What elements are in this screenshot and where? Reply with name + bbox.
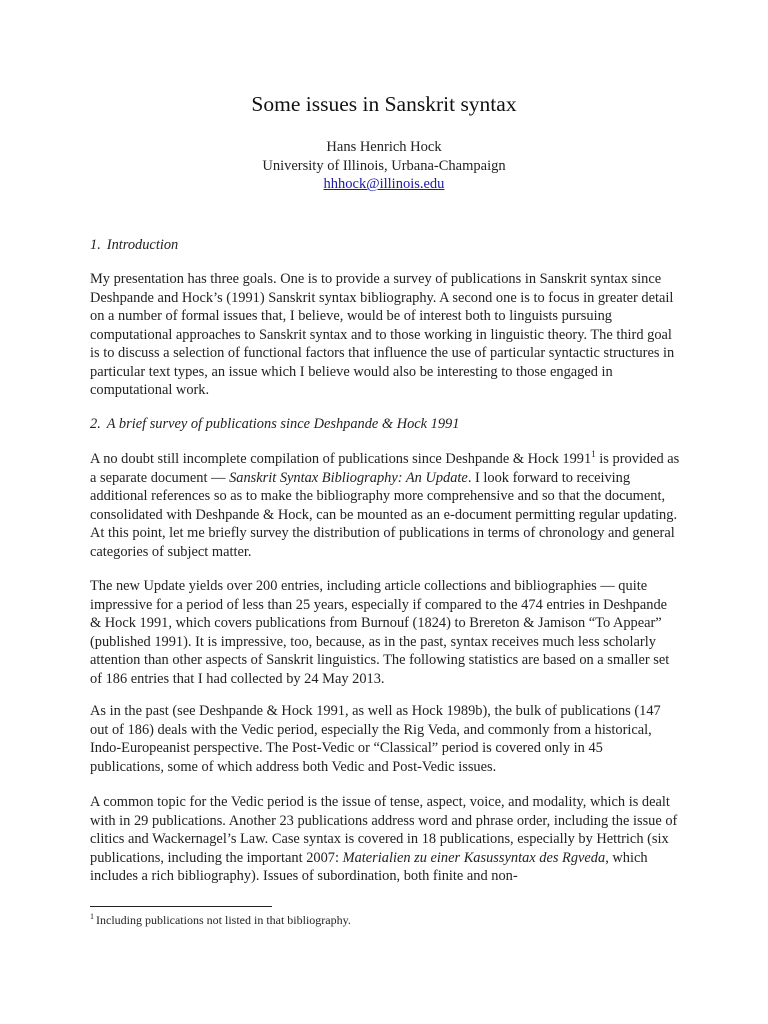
author-email-link[interactable]: hhhock@illinois.edu xyxy=(323,176,445,192)
text-span: A no doubt still incomplete compilation of publications since Deshpande & Hock 1991 xyxy=(90,451,592,467)
section-title: A brief survey of publications since Deshpande & Hock 1991 xyxy=(106,416,460,432)
paragraph-text: My presentation has three goals. One is to provide a survey of publications in Sanskrit syntax since Deshpande and Hock’s (1991) Sanskrit syntax bibliography. A second one is to focus in greater detail on a number of formal issues that, I believe, would be of interest both to linguists pursuing computational approaches to Sanskrit syntax and to those working in linguistic theory. The third goal is to discuss a selection of functional factors that influence the use of particular syntactic structures in particular text types, an issue which I believe would also be interesting to those engaged in computational work. xyxy=(90,271,675,398)
intro-paragraph xyxy=(90,270,680,400)
survey-paragraph-3 xyxy=(90,702,680,776)
survey-paragraph-2 xyxy=(90,577,680,688)
paragraph-text: As in the past (see Deshpande & Hock 1991, as well as Hock 1989b), the bulk of publications (147 out of 186) deals with the Vedic period, especially the Rig Veda, and commonly from a historical, Indo-Europeanist perspective. The Post-Vedic or “Classical” period is covered only in 45 publications, some of which address both Vedic and Post-Vedic issues. xyxy=(90,703,661,775)
footnote-divider xyxy=(90,906,272,907)
paragraph-text xyxy=(90,793,680,886)
survey-paragraph-4 xyxy=(90,793,680,886)
survey-paragraph-1 xyxy=(90,450,680,561)
paragraph-text: The new Update yields over 200 entries, including article collections and bibliographies — quite impressive for a period of less than 25 years, especially if compared to the 474 entries in Deshpande & Hock 1991, which covers publications from Burnouf (1824) to Brereton & Jamison “To Appear” (published 1991). It is impressive, too, because, as in the past, syntax receives much less scholarly attention than other aspects of Sanskrit linguistics. The following statistics are based on a smaller set of 186 entries that I had collected by 24 May 2013. xyxy=(90,578,670,687)
paper-title: Some issues in Sanskrit syntax xyxy=(251,92,517,116)
author-name: Hans Henrich Hock xyxy=(326,139,442,155)
text-span: is provided as a separate document — xyxy=(90,451,680,486)
author-block xyxy=(0,138,768,194)
footnote-reference[interactable]: 1 xyxy=(591,449,596,459)
footnote-mark: 1 xyxy=(90,912,94,921)
text-span: , which includes a rich bibliography). Issues of subordination, both finite and non- xyxy=(90,849,648,884)
section-heading-introduction xyxy=(90,236,178,254)
footnote xyxy=(90,912,680,928)
section-number: 2. xyxy=(90,416,101,432)
author-affiliation: University of Illinois, Urbana-Champaign xyxy=(262,157,506,174)
book-title-italic: Materialien zu einer Kasussyntax des Rgveda xyxy=(342,849,606,866)
footnote-text: Including publications not listed in that bibliography. xyxy=(96,913,351,927)
section-heading-survey xyxy=(90,415,459,433)
section-number: 1. xyxy=(90,237,101,253)
text-span: . I look forward to receiving additional references so as to make the bibliography more comprehensive and so that the document, consolidated with Deshpande & Hock, can be mounted as an e-document permitting regular updating. At this point, let me briefly survey the distribution of publications in terms of chronology and general categories of subject matter. xyxy=(90,469,678,560)
document-title-italic: Sanskrit Syntax Bibliography: An Update xyxy=(229,469,468,486)
section-title: Introduction xyxy=(106,237,179,253)
text-span: A common topic for the Vedic period is the issue of tense, aspect, voice, and modality, which is dealt with in 29 publications. Another 23 publications address word and phrase order, including the issue of clitics and Wackernagel’s Law. Case syntax is covered in 18 publications, especially by Hettrich (six publications, including the important 2007: xyxy=(90,794,678,866)
paragraph-text xyxy=(90,450,680,561)
